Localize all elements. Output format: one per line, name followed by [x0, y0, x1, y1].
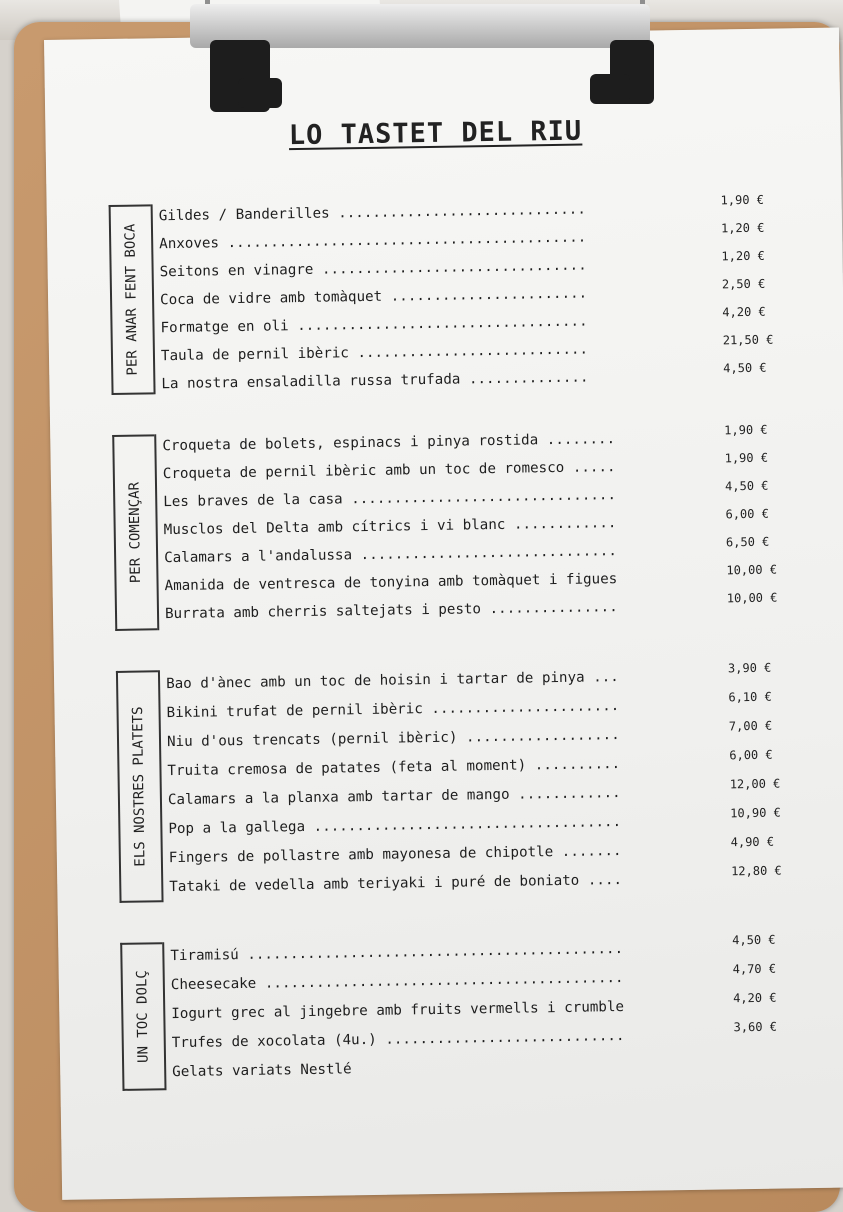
menu-item: Calamars a l'andalussa ..............................: [164, 543, 617, 567]
menu-item-price: 4,90 €: [730, 834, 775, 850]
menu-item-price: 6,00 €: [729, 747, 773, 763]
section-label-box: [109, 204, 154, 395]
section-label-box: [116, 670, 162, 903]
menu-item-price: 4,20 €: [722, 304, 766, 320]
menu-item: Pop a la gallega ....................................: [168, 814, 622, 838]
menu-item-price: 2,50 €: [721, 276, 766, 292]
menu-item: La nostra ensaladilla russa trufada ..............: [161, 369, 589, 393]
menu-item: Cheesecake ..........................................: [170, 970, 624, 994]
menu-item: Amanida de ventresca de tonyina amb tomàquet i figues: [164, 571, 618, 595]
section-label-box: [120, 942, 164, 1091]
section-label: PER ANAR FENT BOCA: [122, 223, 141, 376]
menu-item: Bao d'ànec amb un toc de hoisin i tartar de pinya ...: [166, 669, 619, 693]
section-label-box: [112, 434, 157, 631]
menu-title: LO TASTET DEL RIU: [288, 115, 583, 152]
menu-sheet: [44, 28, 843, 1200]
menu-item-price: 1,90 €: [724, 422, 768, 438]
menu-item-price: 6,50 €: [725, 534, 770, 550]
menu-item-price: 12,00 €: [729, 776, 781, 792]
clip-arm-right: [610, 40, 654, 104]
menu-item: Musclos del Delta amb cítrics i vi blanc ............: [163, 515, 617, 539]
menu-item-price: 1,90 €: [724, 450, 769, 466]
menu-item: Croqueta de pernil ibèric amb un toc de romesco .....: [162, 459, 616, 483]
menu-item: Niu d'ous trencats (pernil ibèric) ..................: [166, 727, 620, 751]
menu-item-price: 3,60 €: [733, 1019, 778, 1035]
menu-item-price: 6,00 €: [725, 506, 769, 522]
menu-item-price: 12,80 €: [731, 863, 782, 879]
menu-item-price: 7,00 €: [728, 718, 773, 734]
menu-item-price: 6,10 €: [728, 689, 772, 705]
menu-item: Tiramisú ............................................: [170, 941, 624, 965]
clip-arm-left: [210, 40, 270, 112]
menu-item: Tataki de vedella amb teriyaki i puré de boniato ....: [169, 872, 623, 896]
section-label: ELS NOSTRES PLATETS: [129, 706, 149, 867]
section-label: UN TOC DOLÇ: [134, 970, 152, 1064]
menu-item: Croqueta de bolets, espinacs i pinya rostida ........: [162, 431, 616, 455]
menu-item-price: 4,50 €: [723, 360, 767, 376]
menu-item: Burrata amb cherris saltejats i pesto ...............: [164, 599, 618, 623]
menu-item: Gildes / Banderilles .............................: [158, 201, 586, 225]
menu-item-price: 4,20 €: [733, 990, 777, 1006]
menu-item-price: 1,90 €: [720, 192, 765, 208]
menu-item: Truita cremosa de patates (feta al moment) ..........: [167, 756, 621, 780]
menu-item-price: 3,90 €: [727, 660, 772, 676]
menu-item: Formatge en oli ..................................: [160, 313, 588, 337]
menu-item-price: 10,90 €: [730, 805, 781, 821]
menu-item: Les braves de la casa ...............................: [163, 487, 617, 511]
menu-item: Calamars a la planxa amb tartar de mango ............: [167, 785, 621, 809]
menu-item: Bikini trufat de pernil ibèric ......................: [166, 698, 620, 722]
menu-item-price: 1,20 €: [721, 248, 765, 264]
menu-item: Coca de vidre amb tomàquet .......................: [159, 285, 588, 309]
menu-item: Trufes de xocolata (4u.) ............................: [171, 1028, 625, 1052]
menu-item-price: 4,50 €: [724, 478, 769, 494]
section-label: PER COMENÇAR: [126, 481, 145, 584]
menu-item-price: 21,50 €: [722, 332, 774, 348]
menu-item-price: 4,50 €: [732, 932, 776, 948]
menu-item-price: 10,00 €: [726, 562, 778, 578]
menu-item: Fingers de pollastre amb mayonesa de chipotle .......: [168, 843, 622, 867]
menu-item-price: 4,70 €: [732, 961, 777, 977]
menu-item-price: 10,00 €: [726, 590, 778, 606]
menu-item: Taula de pernil ibèric ...........................: [160, 341, 589, 365]
menu-item-price: [734, 1048, 824, 1049]
menu-item: Gelats variats Nestlé: [172, 1061, 352, 1081]
menu-item: Anxoves ..........................................: [159, 229, 587, 253]
menu-item: Iogurt grec al jingebre amb fruits vermells i crumble: [171, 999, 625, 1023]
menu-item: Seitons en vinagre ...............................: [159, 257, 587, 281]
menu-item-price: 1,20 €: [720, 220, 765, 236]
